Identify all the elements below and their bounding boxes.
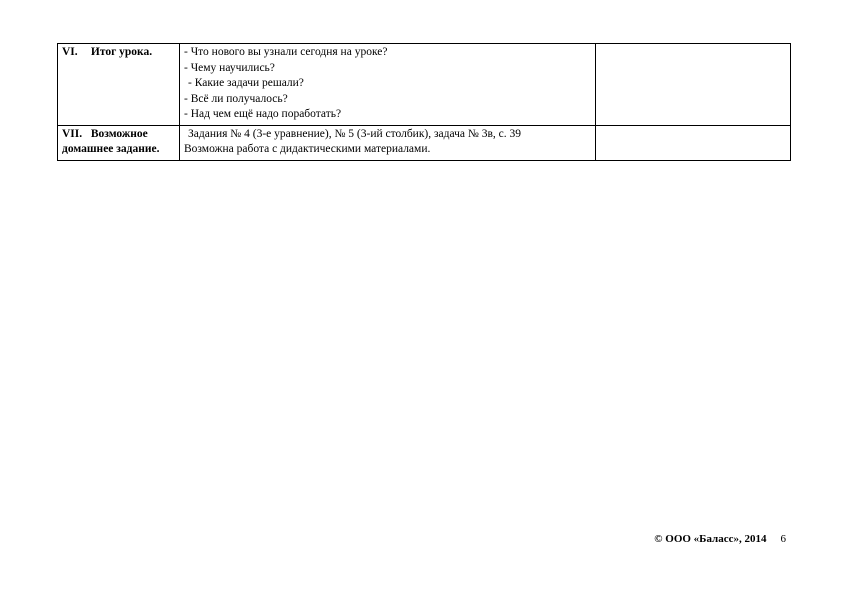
list-item: - Что нового вы узнали сегодня на уроке? [184, 46, 388, 58]
content-cell [180, 125, 596, 160]
stage-cell [58, 44, 180, 126]
stage-title: Возможное домашнее задание. [62, 127, 160, 155]
list-item: - Над чем ещё надо поработать? [184, 108, 342, 120]
lesson-plan-table [57, 43, 791, 161]
list-item: Возможна работа с дидактическими материалами. [184, 143, 431, 155]
page-footer [654, 533, 786, 545]
stage-number: VI. [62, 46, 78, 58]
table-row-summary [58, 44, 791, 126]
copyright-text: © ООО «Баласс», 2014 [654, 533, 767, 545]
list-item: Задания № 4 (3-е уравнение), № 5 (3-ий столбик), задача № 3в, с. 39 [188, 127, 522, 140]
stage-number: VII. [62, 127, 83, 140]
stage-cell [58, 125, 180, 160]
stage-heading [62, 45, 175, 61]
list-item: - Какие задачи решали? [188, 77, 304, 89]
page-number: 6 [780, 533, 786, 545]
notes-cell [596, 125, 791, 160]
notes-cell [596, 44, 791, 126]
stage-title: Итог урока. [90, 46, 153, 58]
list-item: - Всё ли получалось? [184, 92, 288, 105]
table-row-homework [58, 125, 791, 160]
stage-heading [62, 127, 175, 158]
content-cell [180, 44, 596, 126]
list-item: - Чему научились? [184, 61, 275, 74]
